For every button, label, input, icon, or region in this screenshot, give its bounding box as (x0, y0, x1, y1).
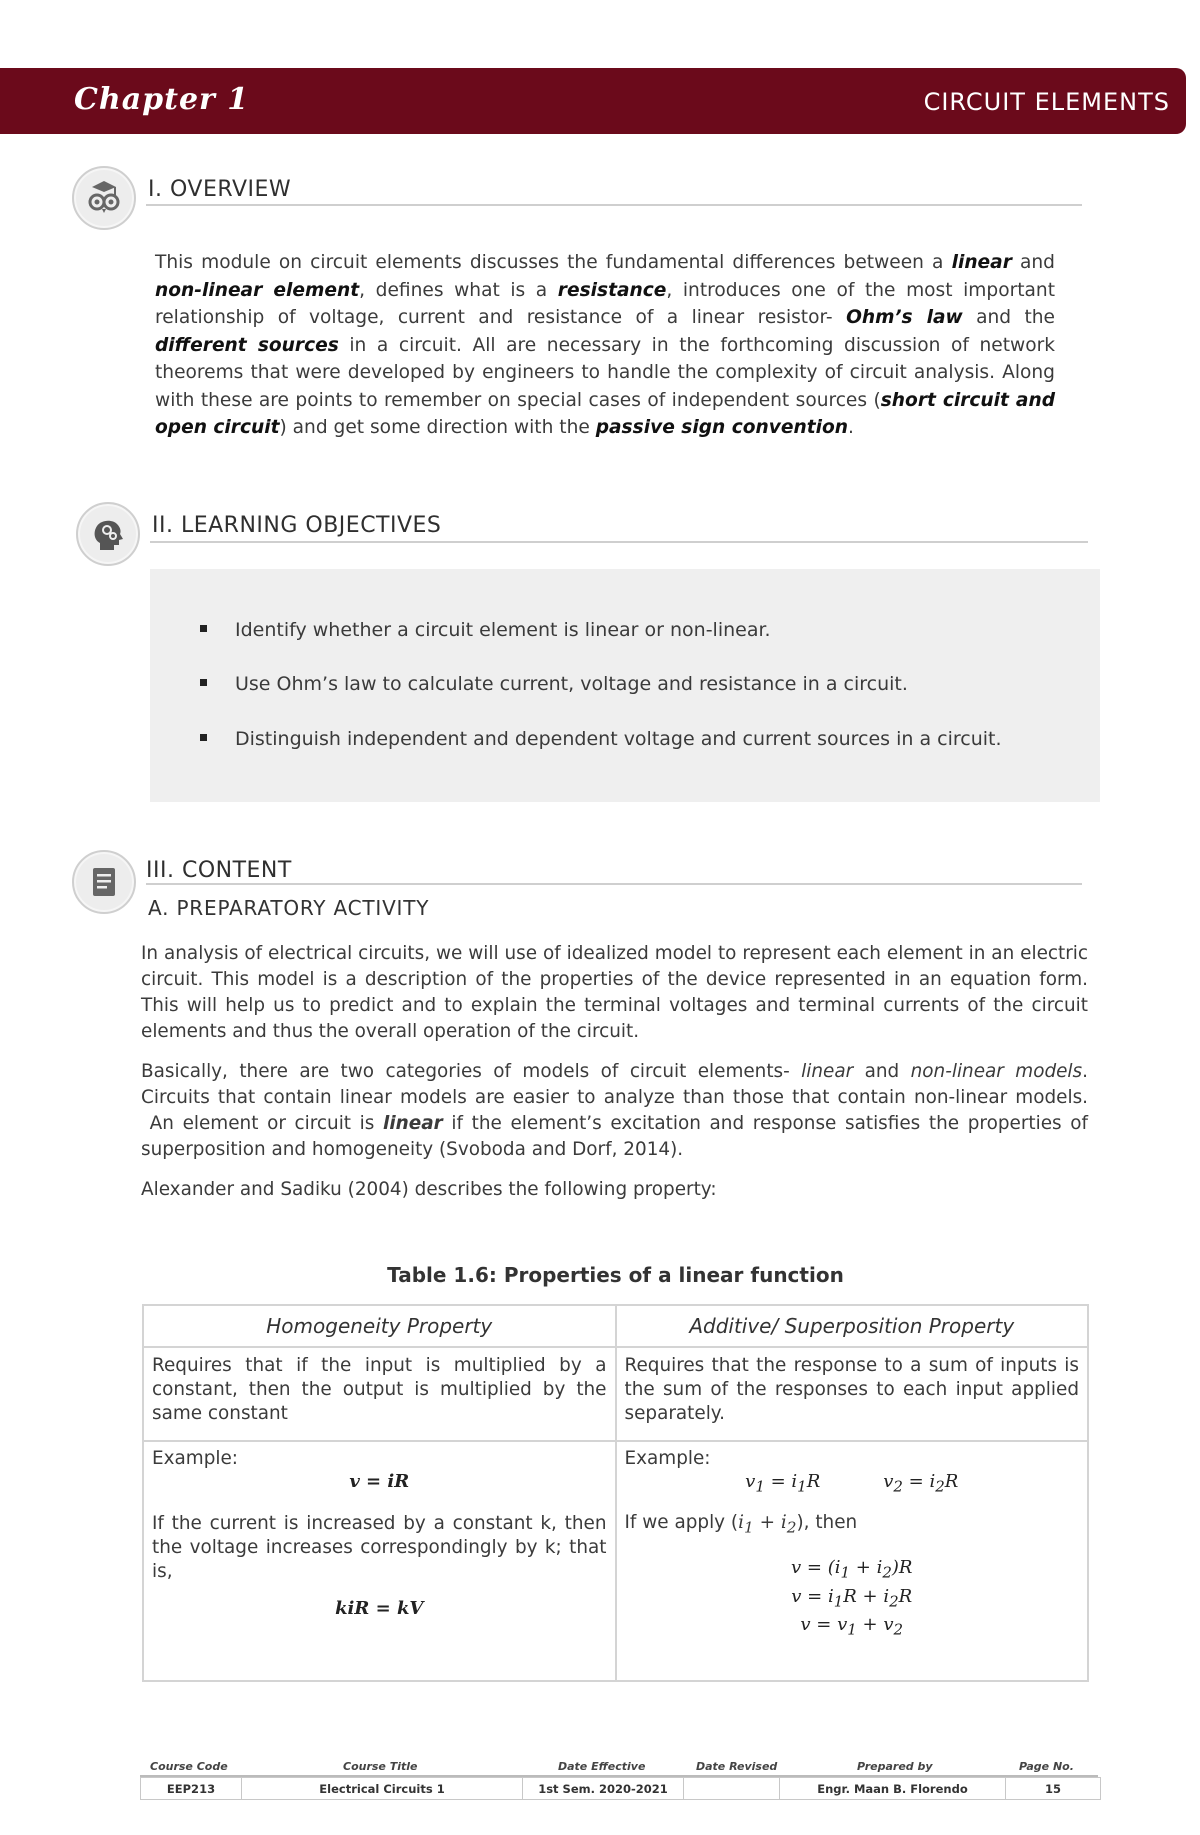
example-label: Example: (152, 1448, 238, 1469)
owl-icon (72, 166, 136, 230)
footer-course-code: EEP213 (141, 1778, 242, 1800)
footer-prepared-by: Engr. Maan B. Florendo (780, 1778, 1006, 1800)
properties-table (142, 1304, 1089, 1682)
superposition-header: Additive/ Superposition Property (616, 1305, 1089, 1347)
overview-paragraph: This module on circuit elements discusses the fundamental differences between a linear and non-linear element, defines what is a resistance, introduces one of the most important relationship of voltage, current and resistance of a linear resistor- Ohm’s law and the different sources in a circuit. All are necessary in the forthcoming discussion of network theorems that were developed by engineers to handle the complexity of circuit analysis. Along with these are points to remember on special cases of independent sources (short circuit and open circuit) and get some direction with the passive sign convention. (155, 252, 1056, 438)
overview-heading: I. OVERVIEW (148, 177, 292, 202)
content-heading: III. CONTENT (146, 858, 292, 883)
superposition-description: Requires that the response to a sum of inputs is the sum of the responses to each input applied separately. (616, 1347, 1089, 1441)
footer-page-no: 15 (1006, 1778, 1101, 1800)
homogeneity-description: Requires that if the input is multiplied by a constant, then the output is multiplied by the same constant (143, 1347, 616, 1441)
equation-kir: kiR = kV (335, 1598, 424, 1619)
homogeneity-example (143, 1441, 616, 1681)
footer-label-date-revised: Date Revised (696, 1760, 778, 1773)
superposition-explanation: If we apply $(i_1 + i_2)$, then (624, 1511, 858, 1537)
footer-date-effective: 1st Sem. 2020-2021 (523, 1778, 684, 1800)
table-caption: Table 1.6: Properties of a linear function (387, 1263, 844, 1287)
content-paragraph-2: Basically, there are two categories of models of circuit elements- linear and non-linear models. Circuits that contain linear models are easier to analyze than those that contain non-linear models. An element or circuit is linear if the element’s excitation and response satisfies the properties of superposition and homogeneity (Svoboda and Dorf, 2014). (141, 1061, 1088, 1160)
objectives-heading: II. LEARNING OBJECTIVES (152, 513, 442, 538)
equation-v1-v2: $v_1 = i_1R$ $v_2 = i_2R$ (745, 1471, 959, 1496)
footer-date-revised (684, 1778, 780, 1800)
content-rule (146, 883, 1082, 885)
objective-item: Identify whether a circuit element is linear or non-linear. (200, 619, 771, 641)
homogeneity-header: Homogeneity Property (143, 1305, 616, 1347)
head-gears-icon (76, 502, 140, 566)
objective-item: Distinguish independent and dependent voltage and current sources in a circuit. (200, 728, 1002, 750)
footer-label-course-title: Course Title (343, 1760, 418, 1773)
preparatory-heading: A. PREPARATORY ACTIVITY (148, 896, 430, 920)
objectives-rule (150, 541, 1088, 543)
objective-item: Use Ohm’s law to calculate current, voltage and resistance in a circuit. (200, 673, 908, 695)
equation-v-ir: v = iR (349, 1471, 410, 1492)
example-label: Example: (624, 1448, 711, 1469)
document-icon (72, 850, 136, 914)
content-paragraph-3: Alexander and Sadiku (2004) describes the following property: (141, 1179, 717, 1200)
superposition-example (616, 1441, 1089, 1681)
footer-course-title: Electrical Circuits 1 (242, 1778, 523, 1800)
content-paragraph-1: In analysis of electrical circuits, we will use of idealized model to represent each element in an electric circuit. This model is a description of the properties of the device represented in an equation form. This will help us to predict and to explain the terminal voltages and terminal currents of the circuit elements and thus the overall operation of the circuit. (141, 943, 1088, 1042)
footer-table (140, 1777, 1101, 1800)
footer-label-page-no: Page No. (1019, 1760, 1074, 1773)
footer-label-prepared-by: Prepared by (857, 1760, 933, 1773)
superposition-equations: $v = (i_1 + i_2)R$ $v = i_1R + i_2R$ $v = v_1 + v_2$ (791, 1557, 913, 1640)
footer-label-date-effective: Date Effective (558, 1760, 646, 1773)
overview-rule (146, 204, 1082, 206)
footer-label-course-code: Course Code (150, 1760, 228, 1773)
chapter-label: Chapter 1 (74, 82, 250, 117)
homogeneity-explanation: If the current is increased by a constant k, then the voltage increases correspondingly by k; that is, (152, 1513, 607, 1582)
chapter-title: CIRCUIT ELEMENTS (923, 88, 1170, 116)
